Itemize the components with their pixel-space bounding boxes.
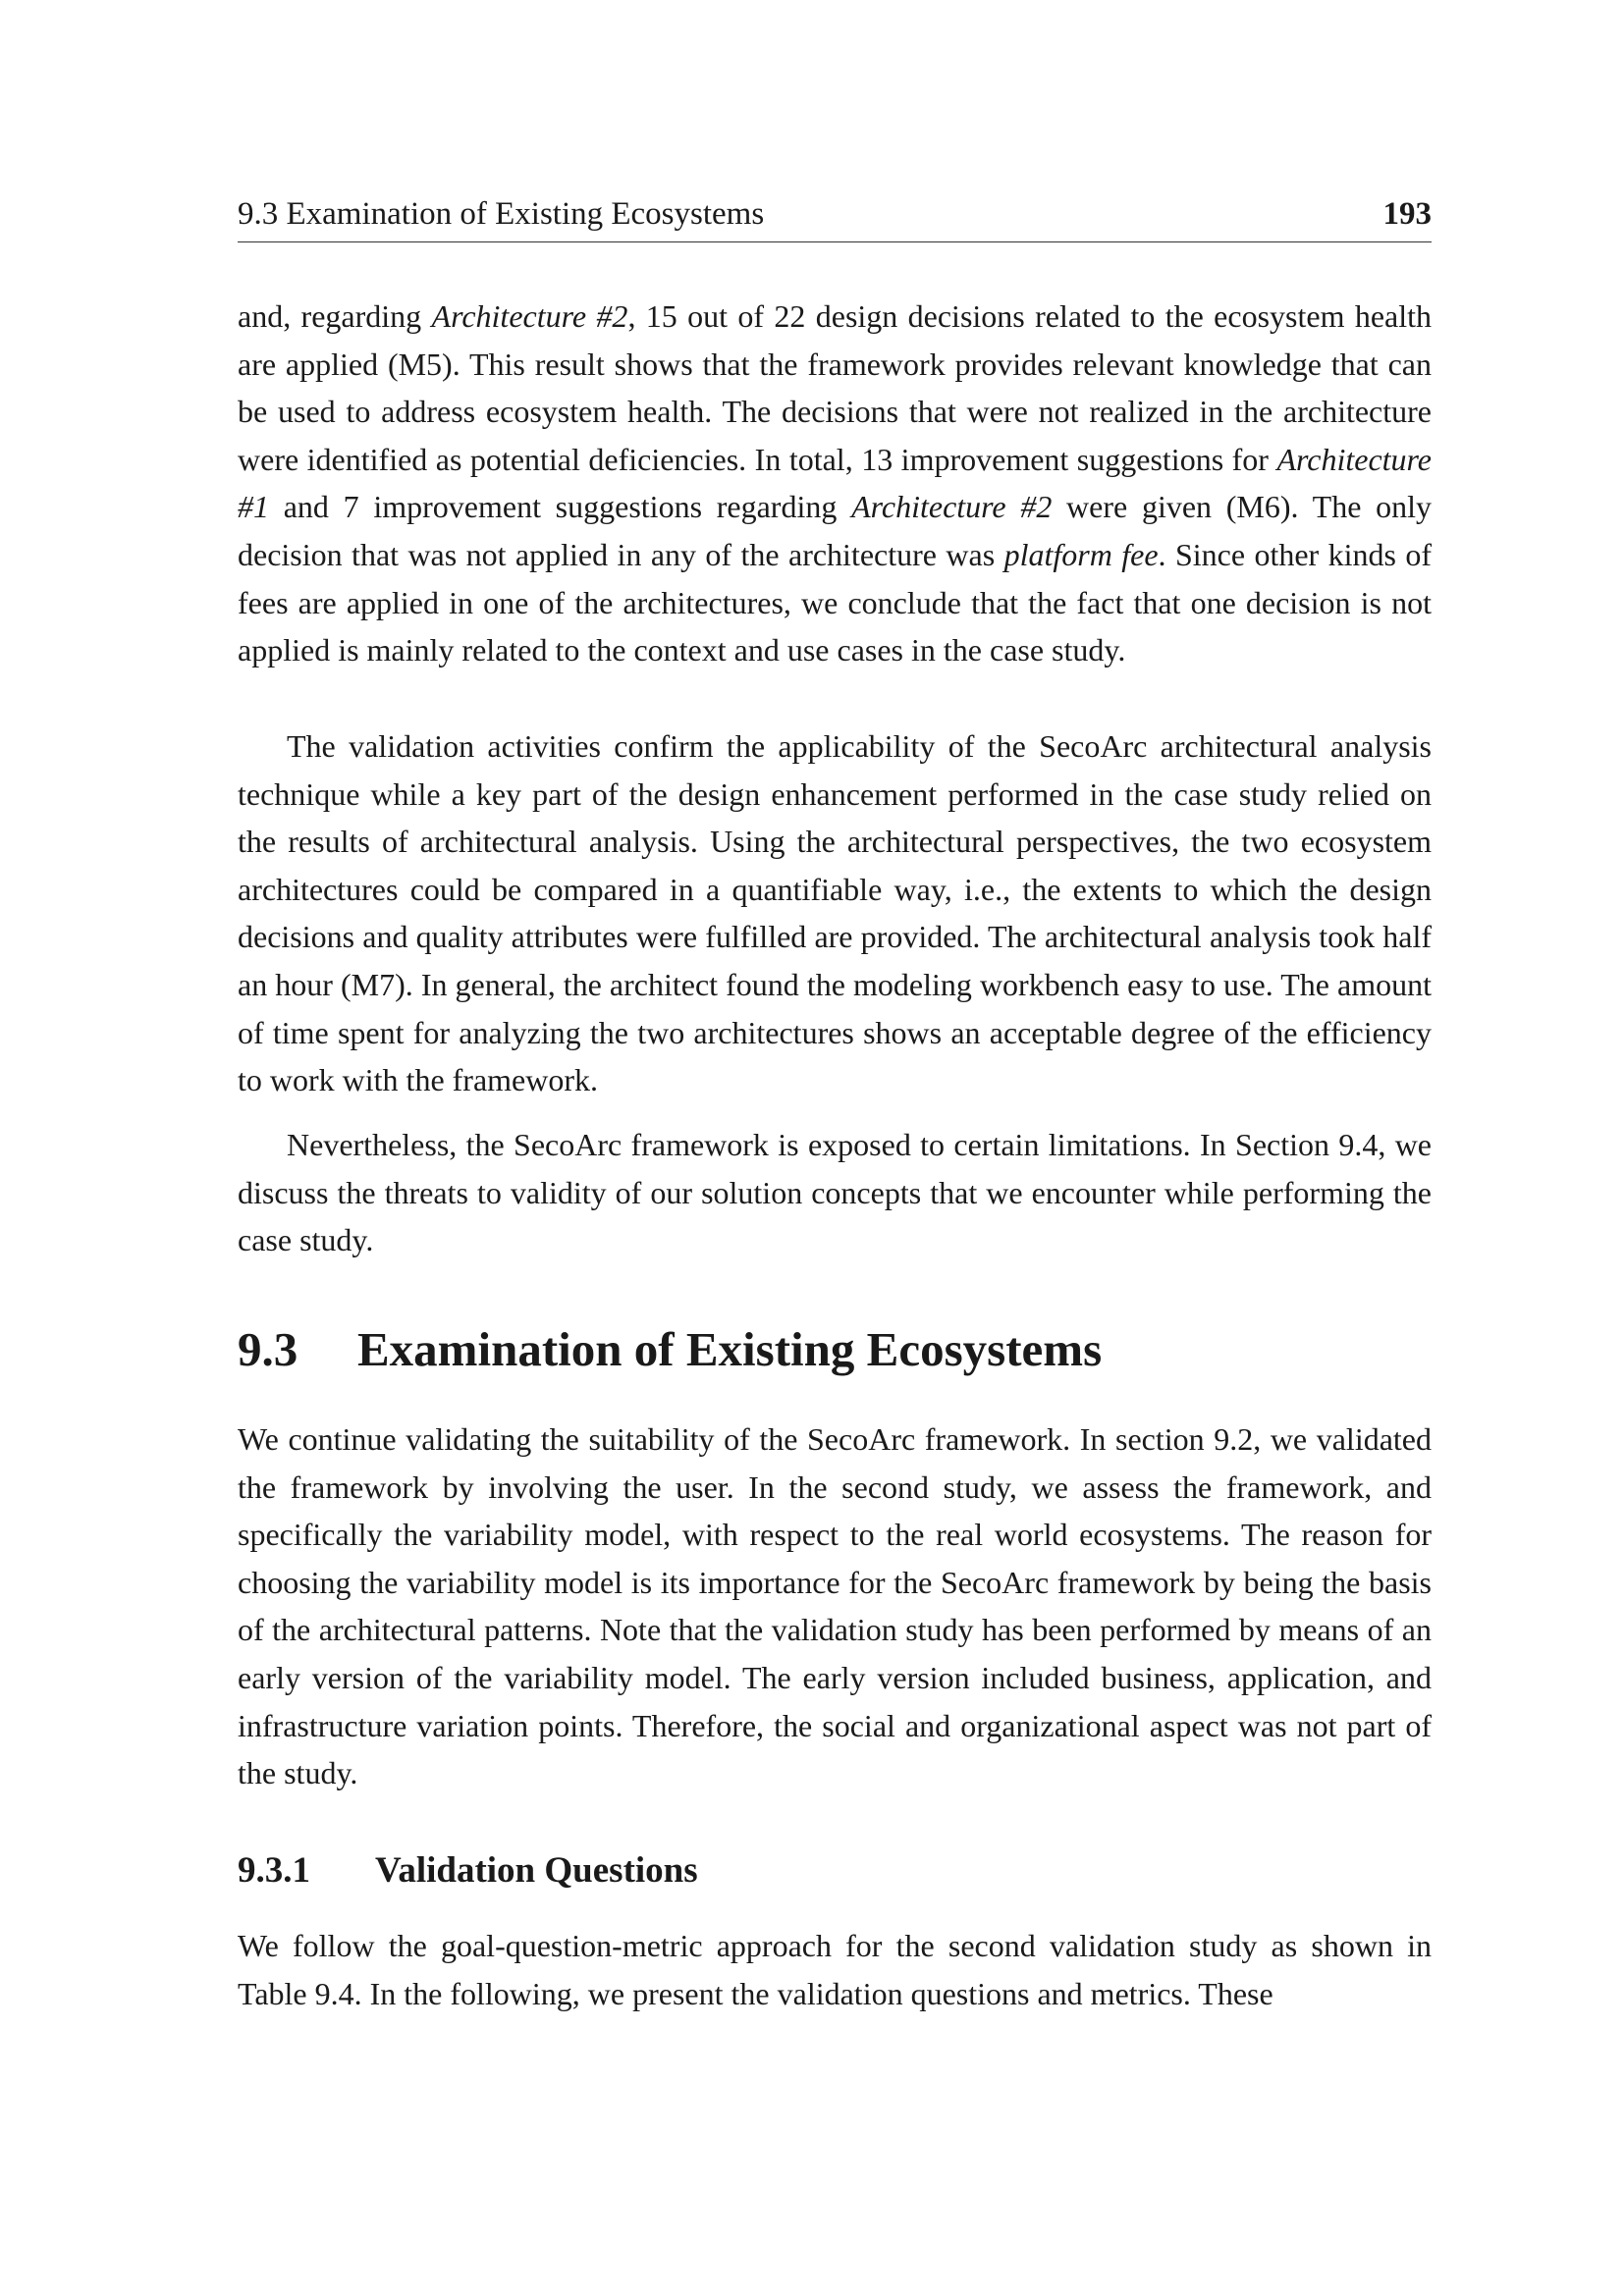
subsection-title: Validation Questions — [375, 1850, 698, 1891]
section-title: Examination of Existing Ecosystems — [357, 1322, 1103, 1376]
italic-term: Architecture #1 — [238, 441, 1432, 525]
running-header — [238, 196, 1432, 242]
paragraph-limitations: Nevertheless, the SecoArc framework is exposed to certain limitations. In Section 9.4, we discuss the threats to validity of our solution concepts that we encounter while performing the case study. — [238, 1127, 1432, 1258]
running-header-title: 9.3 Examination of Existing Ecosystems — [238, 196, 765, 232]
paragraph-architecture-results — [238, 293, 1432, 674]
text-run: and 7 improvement suggestions regarding — [269, 489, 852, 525]
text-run: and, regarding — [238, 298, 432, 334]
text-run: , 15 out of 22 design decisions related to the ecosystem health are applied (M5). This result shows that the framework provides relevant knowledge that can be used to address ecosystem health. The decisions that were not realized in the architecture were identified as potential deficiencies. In total, 13 improvement suggestions for — [238, 298, 1433, 477]
text-run: . Since other kinds of fees are applied in one of the architectures, we conclude that the fact that one decision is not applied is mainly related to the context and use cases in the case study. — [238, 536, 1433, 668]
subsection-heading — [238, 1849, 698, 1892]
italic-term: Architecture #2 — [431, 298, 628, 334]
paragraph-section-intro: We continue validating the suitability of the SecoArc framework. In section 9.2, we validated the framework by involving the user. In the second study, we assess the framework, and specifically the variability model, with respect to the real world ecosystems. The reason for choosing the variability model is its importance for the SecoArc framework by being the basis of the architectural patterns. Note that the validation study has been performed by means of an early version of the variability model. The early version included business, application, and infrastructure variation points. Therefore, the social and organizational aspect was not part of the study. — [238, 1421, 1432, 1791]
section-number: 9.3 — [238, 1322, 298, 1376]
italic-term: platform fee — [1003, 536, 1159, 572]
section-heading — [238, 1321, 1102, 1377]
italic-term: Architecture #2 — [851, 489, 1053, 525]
paragraph-validation-activities: The validation activities confirm the applicability of the SecoArc architectural analysis technique while a key part of the design enhancement performed in the case study relied on the results of architectural analysis. Using the architectural perspectives, the two ecosystem architectures could be compared in a quantifiable way, i.e., the extents to which the design decisions and quality attributes were fulfilled are provided. The architectural analysis took half an hour (M7). In general, the architect found the modeling workbench easy to use. The amount of time spent for analyzing the two architectures shows an acceptable degree of the efficiency to work with the framework. — [238, 728, 1432, 1098]
page-number: 193 — [1382, 196, 1432, 232]
subsection-number: 9.3.1 — [238, 1850, 310, 1891]
paragraph-gqm-approach: We follow the goal-question-metric approach for the second validation study as shown in Table 9.4. In the following, we present the validation questions and metrics. These — [238, 1928, 1432, 2011]
text-run: were given (M6). The only decision that was not applied in any of the architecture was — [238, 489, 1433, 572]
